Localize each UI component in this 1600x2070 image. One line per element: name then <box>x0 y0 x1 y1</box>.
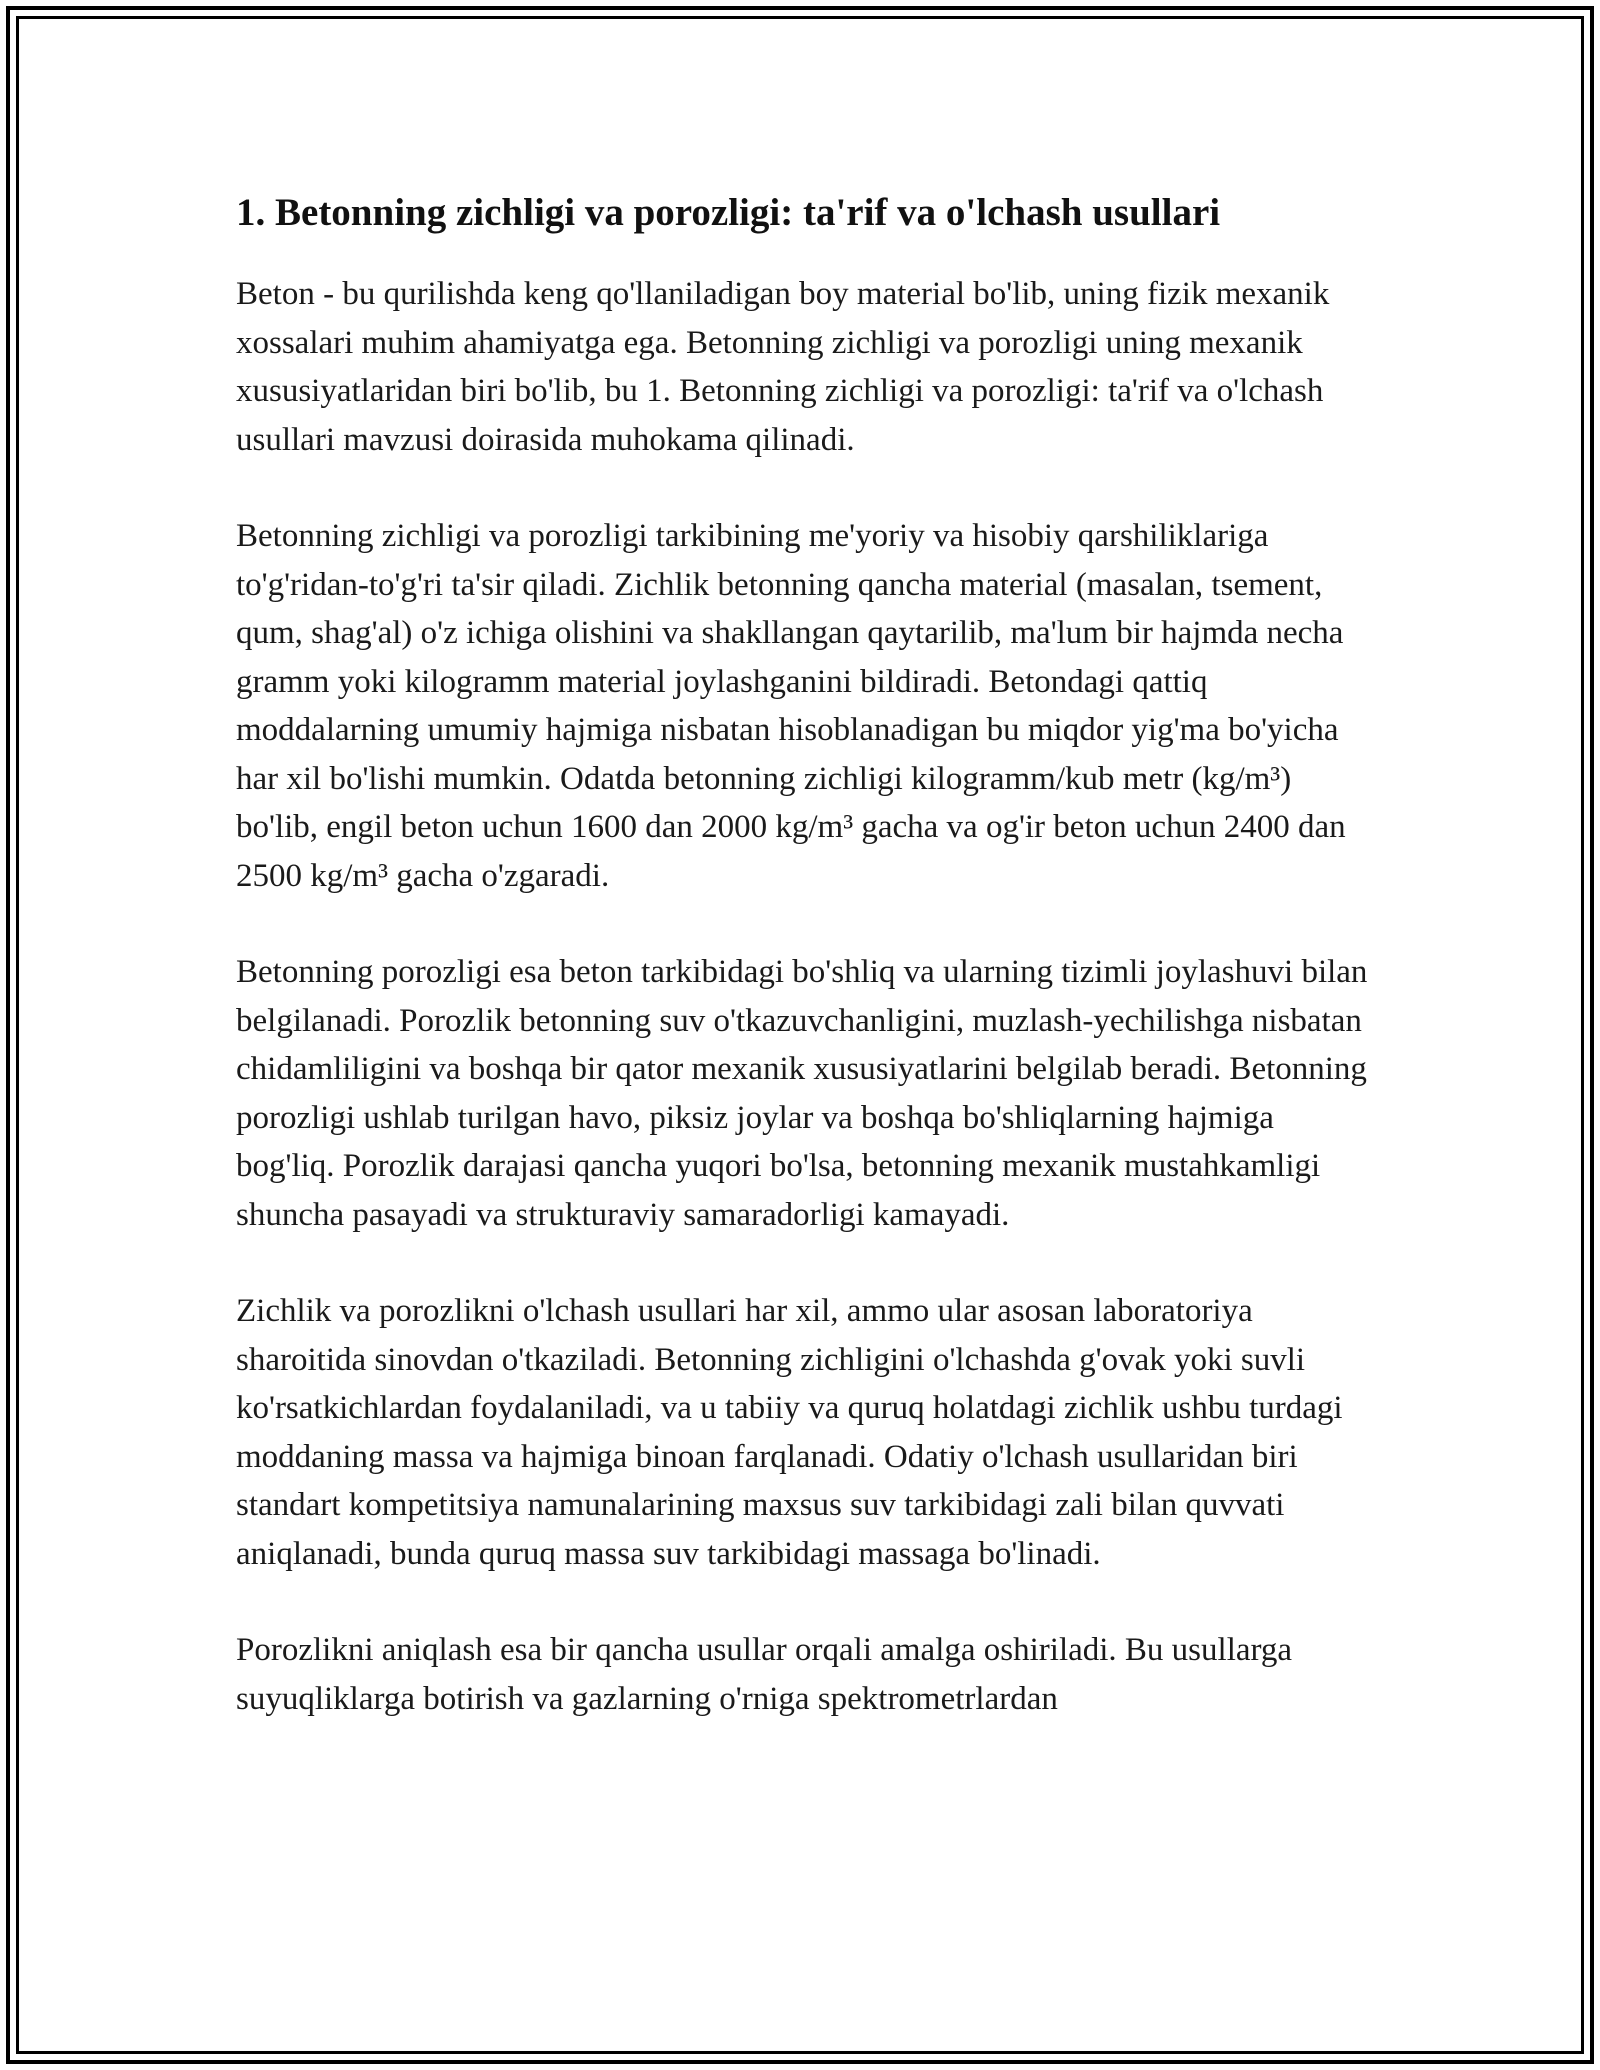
paragraph-3: Betonning porozligi esa beton tarkibidagi bo'shliq va ularning tizimli joylashuvi bilan belgilanadi. Porozlik betonning suv o'tkazuvchanligini, muzlash-yechilishga nisbatan chidamliligini va boshqa bir qator mexanik xususiyatlarini belgilab beradi. Betonning porozligi ushlab turilgan havo, piksiz joylar va boshqa bo'shliqlarning hajmiga bog'liq. Porozlik darajasi qancha yuqori bo'lsa, betonning mexanik mustahkamligi shuncha pasayadi va strukturaviy samaradorligi kamayadi. <box>236 954 1368 1233</box>
document-body <box>236 186 1376 1771</box>
paragraph-5: Porozlikni aniqlash esa bir qancha usullar orqali amalga oshiriladi. Bu usullarga suyuqliklarga botirish va gazlarning o'rniga spektrometrlardan <box>236 1632 1293 1717</box>
paragraph-4: Zichlik va porozlikni o'lchash usullari har xil, ammo ular asosan laboratoriya sharoitida sinovdan o'tkaziladi. Betonning zichligini o'lchashda g'ovak yoki suvli ko'rsatkichlardan foydalaniladi, va u tabiiy va quruq holatdagi zichlik ushbu turdagi moddaning massa va hajmiga binoan farqlanadi. Odatiy o'lchash usullaridan biri standart kompetitsiya namunalarining maxsus suv tarkibidagi zali bilan quvvati aniqlanadi, bunda quruq massa suv tarkibidagi massaga bo'linadi. <box>236 1293 1343 1572</box>
paragraph-1: Beton - bu qurilishda keng qo'llaniladigan boy material bo'lib, uning fizik mexanik xossalari muhim ahamiyatga ega. Betonning zichligi va porozligi uning mexanik xususiyatlaridan biri bo'lib, bu 1. Betonning zichligi va porozligi: ta'rif va o'lchash usullari mavzusi doirasida muhokama qilinadi. <box>236 276 1330 458</box>
document-title: 1. Betonning zichligi va porozligi: ta'rif va o'lchash usullari <box>236 191 1221 234</box>
paragraph-2: Betonning zichligi va porozligi tarkibining me'yoriy va hisobiy qarshiliklariga to'g'ridan-to'g'ri ta'sir qiladi. Zichlik betonning qancha material (masalan, tsement, qum, shag'al) o'z ichiga olishini va shakllangan qaytarilib, ma'lum bir hajmda necha gramm yoki kilogramm material joylashganini bildiradi. Betondagi qattiq moddalarning umumiy hajmiga nisbatan hisoblanadigan bu miqdor yig'ma bo'yicha har xil bo'lishi mumkin. Odatda betonning zichligi kilogramm/kub metr (kg/m³) bo'lib, engil beton uchun 1600 dan 2000 kg/m³ gacha va og'ir beton uchun 2400 dan 2500 kg/m³ gacha o'zgaradi. <box>236 518 1346 894</box>
